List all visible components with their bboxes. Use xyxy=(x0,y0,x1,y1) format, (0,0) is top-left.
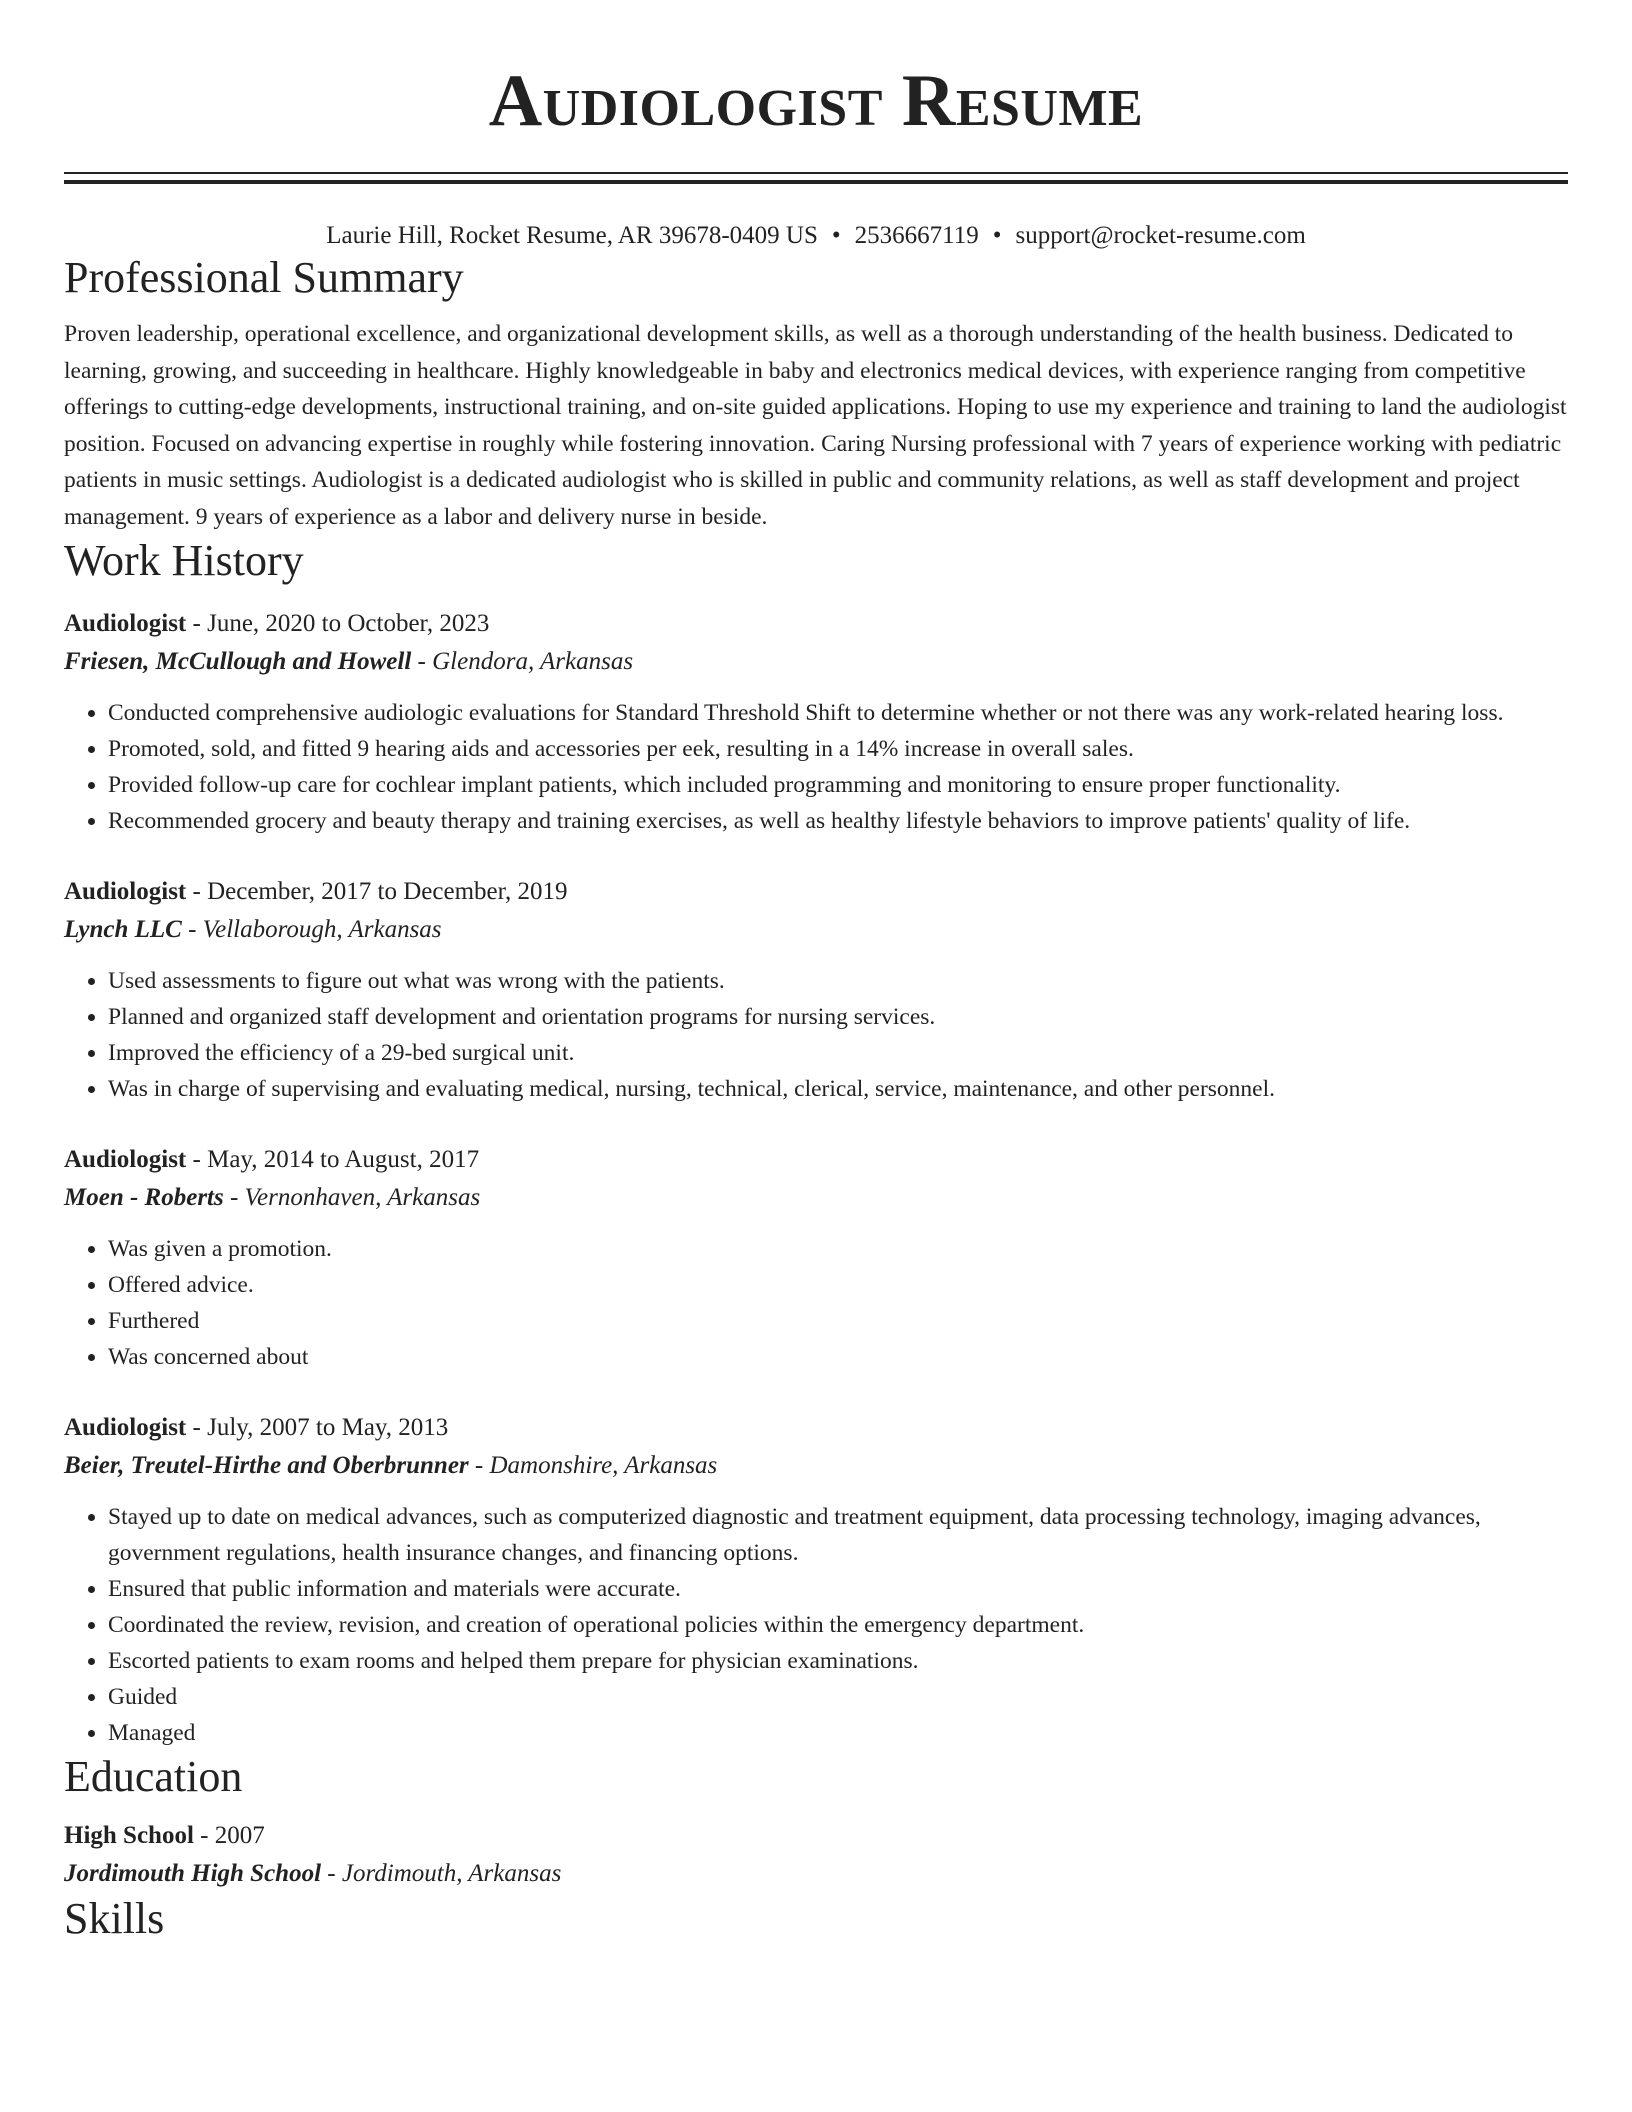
education-entry xyxy=(64,1817,1568,1893)
school-name: Jordimouth High School xyxy=(64,1860,322,1887)
job-bullet: • Promoted, sold, and fitted 9 hearing aids and accessories per eek, resulting in a 14% increase in overall sales. xyxy=(108,731,1568,767)
employer-name: Moen - Roberts xyxy=(64,1184,224,1211)
job-entry xyxy=(64,873,1568,1107)
resume-page xyxy=(64,0,1568,1945)
employer-name: Lynch LLC xyxy=(64,916,182,943)
work-history-heading: Work History xyxy=(64,536,304,585)
job-bullet: • Used assessments to figure out what was wrong with the patients. xyxy=(108,963,1568,999)
contact-separator: • xyxy=(831,222,841,249)
job-dates: - June, 2020 to October, 2023 xyxy=(186,610,490,637)
job-bullets xyxy=(64,695,1568,839)
job-bullet: • Escorted patients to exam rooms and helped them prepare for physician examinations. xyxy=(108,1643,1568,1679)
job-bullet: • Improved the efficiency of a 29-bed surgical unit. xyxy=(108,1035,1568,1071)
job-bullet: • Furthered xyxy=(108,1303,1568,1339)
contact-phone: 2536667119 xyxy=(854,222,979,249)
title-double-rule xyxy=(64,172,1568,184)
employer-line xyxy=(64,1179,1568,1217)
job-bullet: • Was given a promotion. xyxy=(108,1231,1568,1267)
job-entry xyxy=(64,1141,1568,1375)
employer-line xyxy=(64,911,1568,949)
job-bullet: • Ensured that public information and materials were accurate. xyxy=(108,1571,1568,1607)
job-title-line xyxy=(64,1141,1568,1179)
job-title: Audiologist xyxy=(64,610,187,637)
resume-title: Audiologist Resume xyxy=(488,60,1144,142)
summary-heading: Professional Summary xyxy=(64,253,464,302)
employer-location: - Vellaborough, Arkansas xyxy=(181,916,442,943)
job-bullet: • Conducted comprehensive audiologic evaluations for Standard Threshold Shift to determine whether or not there was any work-related hearing loss. xyxy=(108,695,1568,731)
job-bullet: • Recommended grocery and beauty therapy and training exercises, as well as healthy lifestyle behaviors to improve patients' quality of life. xyxy=(108,803,1568,839)
job-title: Audiologist xyxy=(64,878,187,905)
employer-line xyxy=(64,1447,1568,1485)
job-title-line xyxy=(64,873,1568,911)
job-bullets xyxy=(64,1499,1568,1751)
job-dates: - May, 2014 to August, 2017 xyxy=(186,1146,480,1173)
employer-name: Beier, Treutel-Hirthe and Oberbrunner xyxy=(64,1452,469,1479)
job-bullet: • Stayed up to date on medical advances, such as computerized diagnostic and treatment equipment, data processing technology, imaging advances, government regulations, health insurance changes, and financing options. xyxy=(108,1499,1568,1571)
job-bullet: • Was concerned about xyxy=(108,1339,1568,1375)
contact-separator: • xyxy=(992,222,1002,249)
employer-location: - Vernonhaven, Arkansas xyxy=(223,1184,481,1211)
employer-location: - Damonshire, Arkansas xyxy=(468,1452,718,1479)
contact-line xyxy=(64,220,1568,252)
job-bullets xyxy=(64,963,1568,1107)
skills-heading: Skills xyxy=(64,1894,165,1943)
employer-line xyxy=(64,643,1568,681)
job-bullet: • Managed xyxy=(108,1715,1568,1751)
job-bullets xyxy=(64,1231,1568,1375)
job-entry xyxy=(64,1409,1568,1751)
job-entry xyxy=(64,605,1568,839)
job-bullet: • Guided xyxy=(108,1679,1568,1715)
contact-email: support@rocket-resume.com xyxy=(1015,222,1306,249)
degree-year: - 2007 xyxy=(193,1822,265,1849)
job-title-line xyxy=(64,605,1568,643)
summary-paragraph: Proven leadership, operational excellence, and organizational development skills, as well as a thorough understanding of the health business. Dedicated to learning, growing, and succeeding in healthcare. Highly knowledgeable in baby and electronics medical devices, with experience ranging from competitive offerings to cutting-edge developments, instructional training, and on-site guided applications. Hoping to use my experience and training to land the audiologist position. Focused on advancing expertise in roughly while fostering innovation. Caring Nursing professional with 7 years of experience working with pediatric patients in music settings. Audiologist is a dedicated audiologist who is skilled in public and community relations, as well as staff development and project management. 9 years of experience as a labor and delivery nurse in beside. xyxy=(64,321,1567,530)
contact-address: Laurie Hill, Rocket Resume, AR 39678-0409 US xyxy=(326,222,818,249)
school-location: - Jordimouth, Arkansas xyxy=(321,1860,562,1887)
job-title-line xyxy=(64,1409,1568,1447)
employer-name: Friesen, McCullough and Howell xyxy=(64,648,412,675)
job-dates: - December, 2017 to December, 2019 xyxy=(186,878,568,905)
education-heading: Education xyxy=(64,1752,243,1801)
school-line xyxy=(64,1855,1568,1893)
job-title: Audiologist xyxy=(64,1414,187,1441)
employer-location: - Glendora, Arkansas xyxy=(411,648,634,675)
job-bullet: • Provided follow-up care for cochlear implant patients, which included programming and monitoring to ensure proper functionality. xyxy=(108,767,1568,803)
degree-name: High School xyxy=(64,1822,194,1849)
job-bullet: • Coordinated the review, revision, and creation of operational policies within the emergency department. xyxy=(108,1607,1568,1643)
job-dates: - July, 2007 to May, 2013 xyxy=(186,1414,449,1441)
job-bullet: • Planned and organized staff development and orientation programs for nursing services. xyxy=(108,999,1568,1035)
job-bullet: • Was in charge of supervising and evaluating medical, nursing, technical, clerical, service, maintenance, and other personnel. xyxy=(108,1071,1568,1107)
job-title: Audiologist xyxy=(64,1146,187,1173)
degree-line xyxy=(64,1817,1568,1855)
job-bullet: • Offered advice. xyxy=(108,1267,1568,1303)
